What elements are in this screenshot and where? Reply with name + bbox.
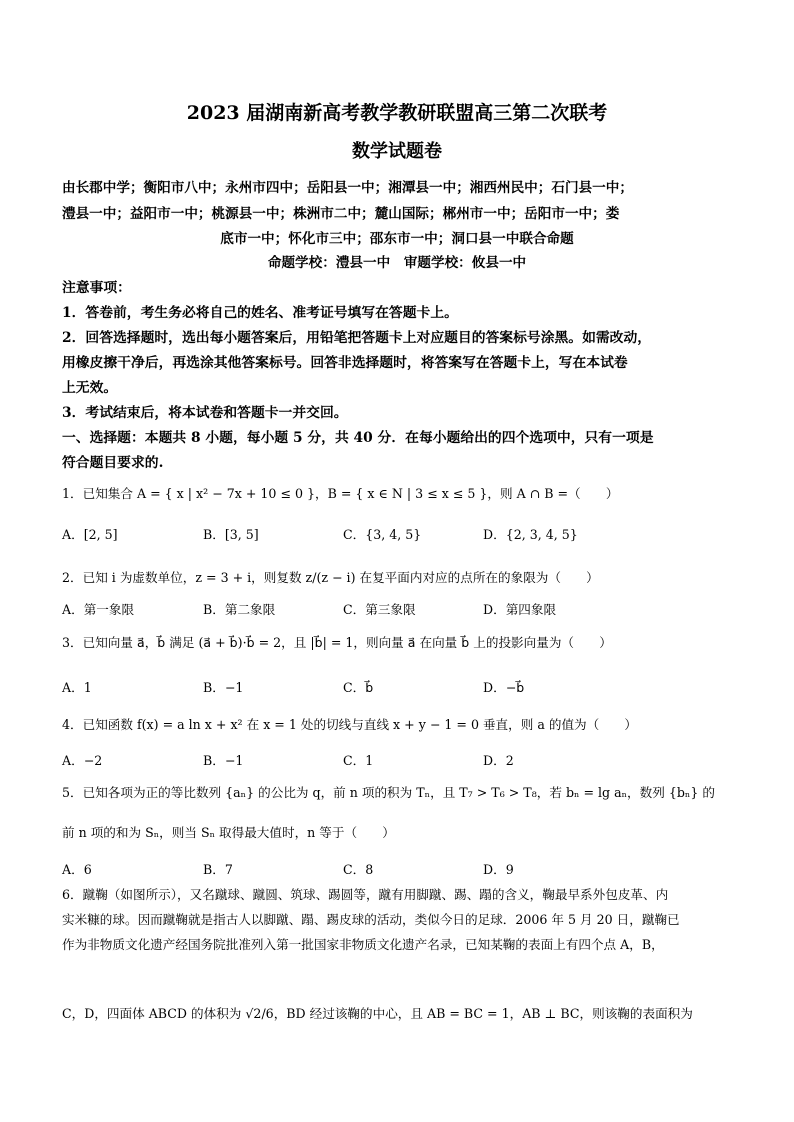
question-3-option-b: B．−1 bbox=[203, 680, 244, 695]
question-4-option-c: C．1 bbox=[343, 753, 374, 768]
question-3-stem: 3．已知向量 a⃗，b⃗ 满足 (a⃗ + b⃗)·b⃗ = 2，且 |b⃗| = 1，则向量 a⃗ 在向量 b⃗ 上的投影向量为（ ） bbox=[62, 635, 612, 650]
question-2-option-a: A．第一象限 bbox=[62, 602, 135, 617]
exam-subtitle: 数学试题卷 bbox=[352, 141, 442, 162]
question-2-option-c: C．第三象限 bbox=[343, 602, 416, 617]
section-line-1: 一、选择题：本题共 8 小题，每小题 5 分，共 40 分．在每小题给出的四个选项中，只有一项是 bbox=[62, 430, 654, 446]
question-6-stem-line-3: 作为非物质文化遗产经国务院批准列入第一批国家非物质文化遗产名录，已知某鞠的表面上有四个点 A，B， bbox=[62, 937, 664, 952]
question-4-option-a: A．−2 bbox=[62, 753, 103, 768]
question-4-stem: 4．已知函数 f(x) = a ln x + x² 在 x = 1 处的切线与直线 x + y − 1 = 0 垂直，则 a 的值为（ ） bbox=[62, 717, 638, 732]
question-1-stem: 1．已知集合 A = { x | x² − 7x + 10 ≤ 0 }，B = { x ∈ N | 3 ≤ x ≤ 5 }，则 A ∩ B =（ ） bbox=[62, 486, 619, 501]
section-line-2: 符合题目要求的. bbox=[62, 455, 164, 471]
exam-title: 2023 届湖南新高考教学教研联盟高三第二次联考 bbox=[186, 102, 608, 124]
question-5-option-c: C．8 bbox=[343, 862, 374, 877]
question-4-option-d: D．2 bbox=[483, 753, 514, 768]
note-line-3: 用橡皮擦干净后，再选涂其他答案标号。回答非选择题时，将答案写在答题卡上，写在本试卷 bbox=[62, 355, 628, 371]
schools-line-2: 澧县一中；益阳市一中；桃源县一中；株洲市二中；麓山国际；郴州市一中；岳阳市一中；娄 bbox=[62, 206, 620, 222]
schools-line-3: 底市一中；怀化市三中；邵东市一中；洞口县一中联合命题 bbox=[220, 231, 574, 247]
question-3-option-a: A．1 bbox=[62, 680, 92, 695]
question-5-option-d: D．9 bbox=[483, 862, 514, 877]
question-5-option-b: B．7 bbox=[203, 862, 233, 877]
note-line-2: 2．回答选择题时，选出每小题答案后，用铅笔把答题卡上对应题目的答案标号涂黑。如需改动， bbox=[62, 330, 652, 346]
question-1-option-c: C．{3, 4, 5} bbox=[343, 527, 422, 542]
question-2-option-b: B．第二象限 bbox=[203, 602, 276, 617]
note-line-5: 3．考试结束后，将本试卷和答题卡一并交回。 bbox=[62, 405, 348, 421]
question-1-option-d: D．{2, 3, 4, 5} bbox=[483, 527, 578, 542]
question-6-stem-line-2: 实米糠的球。因而蹴鞠就是指古人以脚蹴、蹋、踢皮球的活动，类似今日的足球．2006 年 5 月 20 日，蹴鞠已 bbox=[62, 912, 680, 927]
question-2-stem: 2．已知 i 为虚数单位，z = 3 + i，则复数 z/(z − i) 在复平面内对应的点所在的象限为（ ） bbox=[62, 570, 599, 585]
question-3-option-d: D．−b⃗ bbox=[483, 680, 525, 695]
note-line-4: 上无效。 bbox=[62, 380, 118, 396]
question-2-option-d: D．第四象限 bbox=[483, 602, 557, 617]
schools-line-1: 由长郡中学；衡阳市八中；永州市四中；岳阳县一中；湘潭县一中；湘西州民中；石门县一中； bbox=[62, 180, 633, 196]
question-5-stem-line-1: 5．已知各项为正的等比数列 {aₙ} 的公比为 q，前 n 项的积为 Tₙ，且 T₇ > T₆ > T₈，若 bₙ = lg aₙ，数列 {bₙ} 的 bbox=[62, 785, 715, 800]
question-5-option-a: A．6 bbox=[62, 862, 92, 877]
question-5-stem-line-2: 前 n 项的和为 Sₙ，则当 Sₙ 取得最大值时，n 等于（ ） bbox=[62, 825, 395, 840]
question-1-option-b: B．[3, 5] bbox=[203, 527, 259, 542]
proposer-line: 命题学校：澧县一中 审题学校：攸县一中 bbox=[267, 255, 527, 271]
question-6-stem-line-1: 6．蹴鞠（如图所示），又名蹴球、蹴圆、筑球、踢圆等，蹴有用脚蹴、踢、蹋的含义，鞠最早系外包皮革、内 bbox=[62, 887, 669, 902]
notes-title: 注意事项： bbox=[62, 280, 131, 296]
question-3-option-c: C．b⃗ bbox=[343, 680, 374, 695]
question-6-stem-line-4: C，D，四面体 ABCD 的体积为 √2/6，BD 经过该鞠的中心，且 AB = BC = 1，AB ⊥ BC，则该鞠的表面积为 bbox=[62, 1006, 693, 1021]
note-line-1: 1．答卷前，考生务必将自己的姓名、准考证号填写在答题卡上。 bbox=[62, 305, 458, 321]
question-4-option-b: B．−1 bbox=[203, 753, 244, 768]
question-1-option-a: A．[2, 5] bbox=[62, 527, 118, 542]
